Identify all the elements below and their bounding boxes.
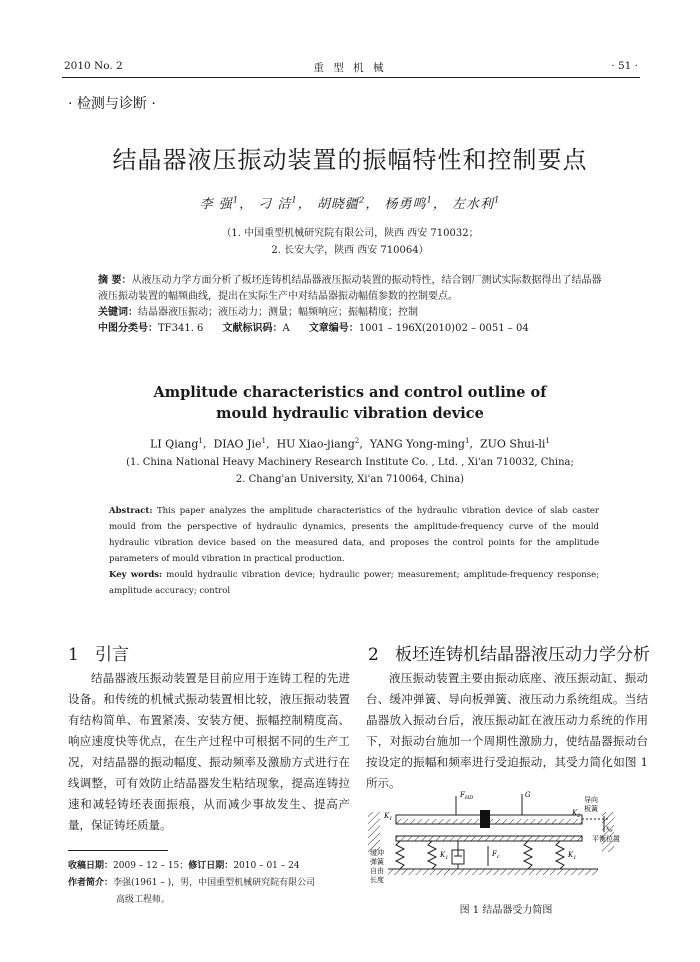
- header-journal-name: 重 型 机 械: [313, 62, 387, 74]
- paper-title-en-line2: mould hydraulic vibration device: [216, 405, 484, 422]
- label-guide-2: 板簧: [584, 805, 598, 813]
- author-cn: 李 强: [199, 197, 233, 212]
- affiliation-en-1: (1. China National Heavy Machinery Research Institute Co. , Ltd. , Xi'an 710032, China;: [126, 457, 574, 468]
- svg-text:自由: 自由: [370, 867, 384, 875]
- label-balance: 平衡位置: [592, 835, 620, 843]
- label-k1-lower: $K_1$: [440, 851, 449, 861]
- header-rule: [62, 77, 640, 78]
- header-journal-issue: 2010 No. 2: [64, 60, 123, 72]
- paper-title-en-line1: Amplitude characteristics and control outline of: [153, 384, 547, 401]
- spring-4: [556, 841, 564, 869]
- abstract-en: Abstract: This paper analyzes the amplitude characteristics of the hydraulic vibration device of slab caster mould from the perspective of hydraulic dynamics, presents the amplitude-frequency curve of the mould hydraulic vibration device based on the measured data, and proposes the control points for the amplitude parameters of mould vibration in practical production. Key words: mould hydraulic vibration device; hydraulic power; measurement; amplitude-frequency response; amplitude accuracy; control: [109, 506, 599, 596]
- label-buffer: 缓冲: [370, 849, 384, 857]
- ground-hatch: [388, 869, 598, 875]
- svg-text:弹簧: 弹簧: [370, 858, 384, 866]
- section-2-heading: 2 板坯连铸机结晶器液压动力学分析: [368, 645, 651, 665]
- column-tag: · 检测与诊断 ·: [68, 96, 156, 112]
- label-guide: 导向: [584, 796, 598, 804]
- figure-1-diagram: [368, 788, 638, 892]
- label-k1: $K_1$: [384, 812, 393, 822]
- footnote-rule: [68, 850, 168, 851]
- affiliation-en-2: 2. Chang'an University, Xi'an 710064, China): [235, 474, 465, 485]
- affiliation-cn-2: 2. 长安大学，陕西 西安 710064）: [271, 245, 429, 256]
- author-cn: 左水利: [451, 197, 494, 212]
- label-k1-lower-right: $K_1$: [568, 851, 577, 861]
- label-k2: $K_2$: [572, 809, 581, 819]
- author-cn: 杨勇鸣: [384, 197, 427, 212]
- spring-2: [428, 841, 436, 869]
- left-wall: [368, 812, 380, 852]
- author-cn: 刁 洁: [258, 197, 292, 212]
- label-fc: $F_c$: [492, 850, 500, 860]
- spring-3: [524, 841, 532, 869]
- authors-cn: 李 强$^1$， 刁 洁$^1$， 胡晓疆$^2$， 杨勇鸣$^1$， 左水利$^1$: [199, 194, 501, 212]
- svg-text:长度: 长度: [370, 876, 384, 884]
- label-g: G: [525, 791, 531, 799]
- affiliation-cn-1: （1. 中国重型机械研究院有限公司，陕西 西安 710032；: [221, 228, 479, 239]
- lower-plate: [396, 836, 582, 841]
- buffer-spring-left: [396, 841, 404, 869]
- section-1-body: 结晶器液压振动装置是目前应用于连铸工程的先进设备。和传统的机械式振动装置相比较，液压振动装置有结构简单、布置紧凑、安装方便、振幅控制精度高、响应速度快等优点，在生产过程中可根据不同的生产工况，对结晶器的振动幅度、振动频率及激励方式进行在线调整，可有效防止结晶器发生粘结现象，提高连铸拉速和减轻铸坯表面振痕，从而减少事故发生、提高产量，保证铸坯质量。: [68, 671, 350, 832]
- abstract-cn: 摘 要：从液压动力学方面分析了板坯连铸机结晶器液压振动装置的振动特性，结合钢厂测试实际数据得出了结晶器液压振动装置的幅频曲线，提出在实际生产中对结晶器振动幅值参数的控制要点。 关键词：结晶器液压振动；液压动力；测量；幅频响应；振幅精度；控制 中图分类号：TF341. 6 文献标识码：A 文章编号：1001 – 196X(2010)02 – 0051 – 04: [98, 275, 602, 334]
- label-xo: $x_o$: [606, 825, 613, 834]
- header-page-number: · 51 ·: [611, 60, 638, 72]
- section-2-body: 液压振动装置主要由振动底座、液压振动缸、振动台、缓冲弹簧、导向板弹簧、液压动力系统组成。当结晶器放入振动台后，液压振动缸在液压动力系统的作用下，对振动台施加一个周期性激励力，使结晶器振动台按设定的振幅和频率进行受迫振动，其受力简化如图 1 所示。: [366, 671, 648, 790]
- section-1-heading: 1 引言: [68, 645, 130, 665]
- author-cn: 胡晓疆: [316, 197, 359, 212]
- label-fhd: $F_{HD}$: [460, 791, 474, 801]
- figure-1-caption: 图 1 结晶器受力简图: [459, 905, 553, 916]
- mould-block: [480, 810, 490, 828]
- footnote: 收稿日期：2009 – 12 – 15；修订日期：2010 – 01 – 24 作者简介：李强(1961 – )，男，中国重型机械研究院有限公司 高级工程师。: [68, 861, 316, 905]
- paper-title-cn: 结晶器液压振动装置的振幅特性和控制要点: [112, 146, 588, 174]
- authors-en: LI Qiang$^1$, DIAO Jie$^1$, HU Xiao-jiang$^2$, YANG Yong-ming$^1$, ZUO Shui-$li^1$: [150, 436, 550, 451]
